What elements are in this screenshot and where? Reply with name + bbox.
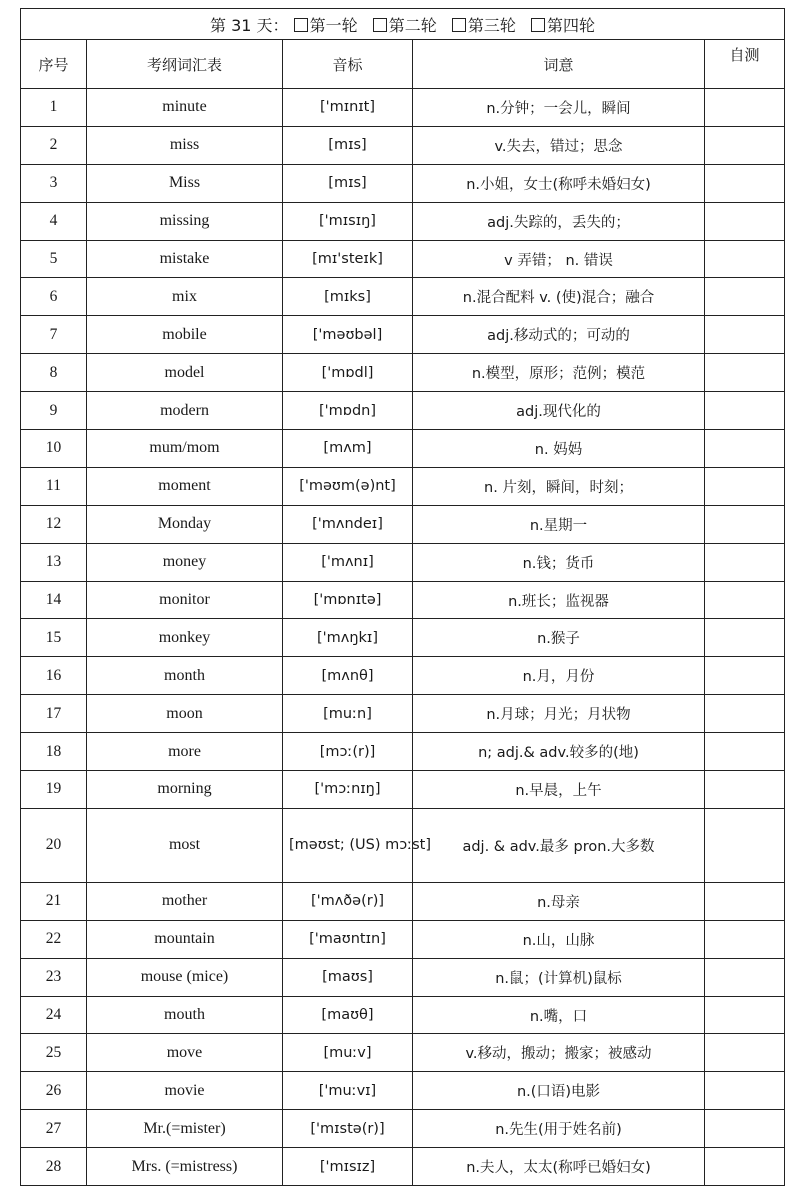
row-meaning: n.夫人，太太(称呼已婚妇女): [413, 1148, 705, 1186]
row-index: 12: [21, 505, 87, 543]
row-index: 11: [21, 467, 87, 505]
table-row: [21, 996, 785, 1034]
row-phonetic: [muːv]: [283, 1034, 413, 1072]
row-self-test-cell[interactable]: [705, 695, 785, 733]
table-row: [21, 920, 785, 958]
row-meaning: n; adj.& adv.较多的(地): [413, 733, 705, 771]
row-meaning: v.失去，错过；思念: [413, 126, 705, 164]
row-self-test-cell[interactable]: [705, 771, 785, 809]
row-meaning: n.星期一: [413, 505, 705, 543]
row-word: morning: [87, 771, 283, 809]
table-row: [21, 695, 785, 733]
row-phonetic: ['mɪstə(r)]: [283, 1110, 413, 1148]
row-self-test-cell[interactable]: [705, 1034, 785, 1072]
table-row: [21, 278, 785, 316]
table-row: [21, 1034, 785, 1072]
row-self-test-cell[interactable]: [705, 354, 785, 392]
column-header-self-test: 自测: [705, 40, 785, 89]
row-word: moment: [87, 467, 283, 505]
row-index: 7: [21, 316, 87, 354]
row-phonetic: [mɔː(r)]: [283, 733, 413, 771]
round-2-label: 第二轮: [388, 15, 437, 35]
row-phonetic: ['mɪnɪt]: [283, 89, 413, 127]
vocabulary-rows: [21, 89, 785, 1186]
row-word: mountain: [87, 920, 283, 958]
row-word: moon: [87, 695, 283, 733]
row-word: more: [87, 733, 283, 771]
table-row: [21, 1148, 785, 1186]
row-word: mum/mom: [87, 430, 283, 468]
row-word: model: [87, 354, 283, 392]
row-index: 20: [21, 808, 87, 882]
round-4-label: 第四轮: [546, 15, 595, 35]
table-row: [21, 581, 785, 619]
row-index: 4: [21, 202, 87, 240]
row-index: 8: [21, 354, 87, 392]
row-index: 17: [21, 695, 87, 733]
round-1-checkbox[interactable]: [294, 13, 358, 36]
row-meaning: n. 妈妈: [413, 430, 705, 468]
row-self-test-cell[interactable]: [705, 240, 785, 278]
row-meaning: n.鼠；(计算机)鼠标: [413, 958, 705, 996]
row-meaning: n.母亲: [413, 882, 705, 920]
title-row: [21, 9, 785, 40]
row-self-test-cell[interactable]: [705, 1148, 785, 1186]
row-meaning: n.猴子: [413, 619, 705, 657]
row-phonetic: [mɪs]: [283, 164, 413, 202]
row-self-test-cell[interactable]: [705, 430, 785, 468]
row-index: 13: [21, 543, 87, 581]
row-meaning: adj. & adv.最多 pron.大多数: [413, 808, 705, 882]
table-row: [21, 543, 785, 581]
row-index: 9: [21, 392, 87, 430]
row-word: money: [87, 543, 283, 581]
row-phonetic: ['mʌŋkɪ]: [283, 619, 413, 657]
row-self-test-cell[interactable]: [705, 543, 785, 581]
row-index: 18: [21, 733, 87, 771]
row-phonetic: [mɪs]: [283, 126, 413, 164]
round-3-checkbox[interactable]: [442, 13, 516, 36]
row-self-test-cell[interactable]: [705, 505, 785, 543]
row-meaning: n.月，月份: [413, 657, 705, 695]
row-word: mouse (mice): [87, 958, 283, 996]
row-word: missing: [87, 202, 283, 240]
row-index: 3: [21, 164, 87, 202]
row-phonetic: [maʊs]: [283, 958, 413, 996]
row-self-test-cell[interactable]: [705, 392, 785, 430]
row-meaning: adj.失踪的，丢失的；: [413, 202, 705, 240]
table-row: [21, 958, 785, 996]
row-word: Monday: [87, 505, 283, 543]
row-phonetic: ['mʌndeɪ]: [283, 505, 413, 543]
table-row: [21, 619, 785, 657]
row-word: most: [87, 808, 283, 882]
row-word: movie: [87, 1072, 283, 1110]
row-word: Mr.(=mister): [87, 1110, 283, 1148]
row-meaning: n.钱；货币: [413, 543, 705, 581]
row-index: 26: [21, 1072, 87, 1110]
row-index: 23: [21, 958, 87, 996]
row-word: mobile: [87, 316, 283, 354]
vocabulary-sheet: [20, 8, 784, 1186]
row-index: 19: [21, 771, 87, 809]
row-word: Mrs. (=mistress): [87, 1148, 283, 1186]
row-meaning: n.先生(用于姓名前): [413, 1110, 705, 1148]
row-word: monkey: [87, 619, 283, 657]
table-row: [21, 505, 785, 543]
round-4-checkbox[interactable]: [521, 13, 595, 36]
table-row: [21, 164, 785, 202]
row-phonetic: ['mɔːnɪŋ]: [283, 771, 413, 809]
table-row: [21, 657, 785, 695]
row-phonetic: ['maʊntɪn]: [283, 920, 413, 958]
row-self-test-cell[interactable]: [705, 316, 785, 354]
row-meaning: n.山，山脉: [413, 920, 705, 958]
row-index: 27: [21, 1110, 87, 1148]
row-self-test-cell[interactable]: [705, 920, 785, 958]
row-index: 25: [21, 1034, 87, 1072]
row-meaning: v 弄错； n. 错误: [413, 240, 705, 278]
row-self-test-cell[interactable]: [705, 89, 785, 127]
row-phonetic: [muːn]: [283, 695, 413, 733]
day-header: [21, 9, 785, 40]
row-phonetic: [məʊst; (US) mɔːst]: [283, 808, 413, 882]
row-word: mother: [87, 882, 283, 920]
table-row: [21, 1072, 785, 1110]
row-self-test-cell[interactable]: [705, 467, 785, 505]
table-row: [21, 808, 785, 882]
table-row: [21, 89, 785, 127]
row-self-test-cell[interactable]: [705, 958, 785, 996]
table-row: [21, 1110, 785, 1148]
row-meaning: adj.移动式的；可动的: [413, 316, 705, 354]
row-word: mistake: [87, 240, 283, 278]
row-phonetic: ['məʊm(ə)nt]: [283, 467, 413, 505]
row-index: 14: [21, 581, 87, 619]
row-meaning: adj.现代化的: [413, 392, 705, 430]
row-self-test-cell[interactable]: [705, 1072, 785, 1110]
row-phonetic: [mɪ'steɪk]: [283, 240, 413, 278]
row-phonetic: ['muːvɪ]: [283, 1072, 413, 1110]
row-phonetic: ['məʊbəl]: [283, 316, 413, 354]
row-index: 5: [21, 240, 87, 278]
row-phonetic: [mɪks]: [283, 278, 413, 316]
row-index: 6: [21, 278, 87, 316]
row-phonetic: [maʊθ]: [283, 996, 413, 1034]
row-meaning: n.模型，原形；范例；模范: [413, 354, 705, 392]
row-self-test-cell[interactable]: [705, 581, 785, 619]
vocabulary-table: [20, 8, 785, 1186]
row-meaning: n.分钟；一会儿，瞬间: [413, 89, 705, 127]
row-meaning: n.月球；月光；月状物: [413, 695, 705, 733]
row-index: 21: [21, 882, 87, 920]
row-phonetic: ['mɪsɪŋ]: [283, 202, 413, 240]
table-row: [21, 126, 785, 164]
row-phonetic: ['mʌðə(r)]: [283, 882, 413, 920]
round-1-label: 第一轮: [309, 15, 358, 35]
row-self-test-cell[interactable]: [705, 126, 785, 164]
table-row: [21, 430, 785, 468]
column-header-word: 考纲词汇表: [87, 40, 283, 89]
row-self-test-cell[interactable]: [705, 733, 785, 771]
row-word: minute: [87, 89, 283, 127]
row-meaning: n.班长；监视器: [413, 581, 705, 619]
row-index: 24: [21, 996, 87, 1034]
row-meaning: n. 片刻，瞬间，时刻；: [413, 467, 705, 505]
row-word: modern: [87, 392, 283, 430]
row-word: monitor: [87, 581, 283, 619]
table-row: [21, 240, 785, 278]
row-index: 15: [21, 619, 87, 657]
row-self-test-cell[interactable]: [705, 1110, 785, 1148]
table-row: [21, 202, 785, 240]
row-phonetic: ['mɒdn]: [283, 392, 413, 430]
day-label: 第 31 天：: [210, 15, 289, 35]
row-meaning: n.混合配料 v. (使)混合；融合: [413, 278, 705, 316]
row-self-test-cell[interactable]: [705, 808, 785, 882]
row-phonetic: ['mʌnɪ]: [283, 543, 413, 581]
column-header-phonetic: 音标: [283, 40, 413, 89]
table-row: [21, 392, 785, 430]
table-row: [21, 467, 785, 505]
row-meaning: n.早晨，上午: [413, 771, 705, 809]
row-index: 2: [21, 126, 87, 164]
row-self-test-cell[interactable]: [705, 619, 785, 657]
round-3-label: 第三轮: [467, 15, 516, 35]
row-meaning: n.嘴，口: [413, 996, 705, 1034]
row-self-test-cell[interactable]: [705, 657, 785, 695]
row-word: move: [87, 1034, 283, 1072]
row-index: 28: [21, 1148, 87, 1186]
row-word: Miss: [87, 164, 283, 202]
row-meaning: n.(口语)电影: [413, 1072, 705, 1110]
row-index: 22: [21, 920, 87, 958]
table-row: [21, 354, 785, 392]
row-self-test-cell[interactable]: [705, 278, 785, 316]
row-index: 10: [21, 430, 87, 468]
row-self-test-cell[interactable]: [705, 996, 785, 1034]
row-index: 1: [21, 89, 87, 127]
row-self-test-cell[interactable]: [705, 202, 785, 240]
row-self-test-cell[interactable]: [705, 164, 785, 202]
row-phonetic: [mʌnθ]: [283, 657, 413, 695]
row-word: miss: [87, 126, 283, 164]
table-row: [21, 771, 785, 809]
row-meaning: v.移动，搬动；搬家；被感动: [413, 1034, 705, 1072]
row-index: 16: [21, 657, 87, 695]
table-row: [21, 882, 785, 920]
table-row: [21, 316, 785, 354]
row-phonetic: ['mɒdl]: [283, 354, 413, 392]
row-meaning: n.小姐，女士(称呼未婚妇女): [413, 164, 705, 202]
table-row: [21, 733, 785, 771]
row-phonetic: ['mɪsɪz]: [283, 1148, 413, 1186]
row-word: mouth: [87, 996, 283, 1034]
row-phonetic: [mʌm]: [283, 430, 413, 468]
round-2-checkbox[interactable]: [363, 13, 437, 36]
row-self-test-cell[interactable]: [705, 882, 785, 920]
column-header-meaning: 词意: [413, 40, 705, 89]
row-word: mix: [87, 278, 283, 316]
row-word: month: [87, 657, 283, 695]
column-header-index: 序号: [21, 40, 87, 89]
row-phonetic: ['mɒnɪtə]: [283, 581, 413, 619]
column-header-row: [21, 40, 785, 89]
